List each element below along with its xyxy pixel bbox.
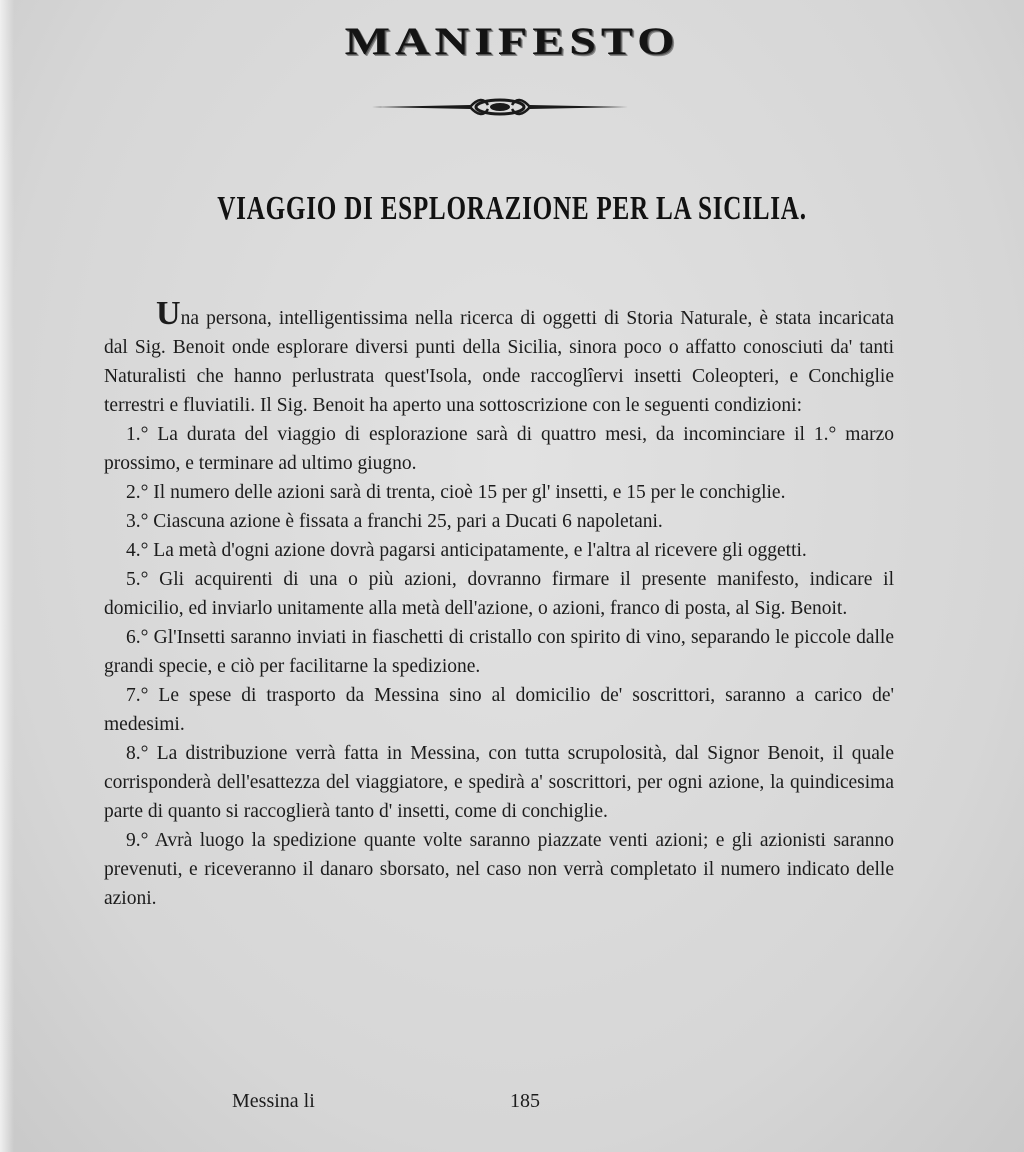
condition-item-9: 9.° Avrà luogo la spedizione quante volte saranno piazzate venti azioni; e gli azionisti saranno prevenuti, e riceveranno il danaro sborsato, nel caso non verrà completato il numero indicato delle azioni. [104, 830, 894, 909]
drop-cap: U [156, 295, 181, 332]
condition-item-6: 6.° Gl'Insetti saranno inviati in fiaschetti di cristallo con spirito di vino, separando le piccole dalle grandi specie, e ciò per facilitarne la spedizione. [104, 627, 894, 677]
manifesto-body [104, 295, 894, 913]
dateline-place: Messina li [232, 1090, 315, 1112]
condition-item-1: 1.° La durata del viaggio di esplorazione sarà di quattro mesi, da incominciare il 1.° marzo prossimo, e terminare ad ultimo giugno. [104, 424, 894, 474]
condition-item-7: 7.° Le spese di trasporto da Messina sino al domicilio de' soscrittori, saranno a carico de' medesimi. [104, 685, 894, 735]
condition-item-4: 4.° La metà d'ogni azione dovrà pagarsi anticipatamente, e l'altra al ricevere gli oggetti. [126, 540, 807, 561]
masthead-title: MANIFESTO [344, 19, 680, 64]
condition-item-8: 8.° La distribuzione verrà fatta in Messina, con tutta scrupolosità, dal Signor Benoit, il quale corrisponderà dell'esattezza del viaggiatore, e spedirà a' soscrittori, per ogni azione, la quindicesima parte di quanto si raccoglierà tanto d' insetti, come di conchiglie. [104, 743, 894, 822]
ornament-divider-icon [370, 92, 630, 120]
intro-paragraph [104, 295, 894, 420]
dateline-year: 185 [510, 1090, 540, 1112]
intro-text: na persona, intelligentissima nella ricerca di oggetti di Storia Naturale, è stata incaricata dal Sig. Benoit onde esplorare diversi punti della Sicilia, sinora poco o affatto conosciuti da' tanti Naturalisti che hanno perlustrata quest'Isola, onde raccoglîervi insetti Coleopteri, e Conchiglie terrestri e fluviatili. Il Sig. Benoit ha aperto una sottoscrizione con le seguenti condizioni: [104, 308, 894, 416]
masthead [0, 14, 1024, 69]
page-title: VIAGGIO DI ESPLORAZIONE PER LA SICILIA. [217, 190, 807, 227]
condition-item-2: 2.° Il numero delle azioni sarà di trenta, cioè 15 per gl' insetti, e 15 per le conchiglie. [126, 482, 786, 503]
condition-item-3: 3.° Ciascuna azione è fissata a franchi 25, pari a Ducati 6 napoletani. [126, 511, 663, 532]
condition-item-5: 5.° Gli acquirenti di una o più azioni, dovranno firmare il presente manifesto, indicare il domicilio, ed inviarlo unitamente alla metà dell'azione, o azioni, franco di posta, al Sig. Benoit. [104, 569, 894, 619]
